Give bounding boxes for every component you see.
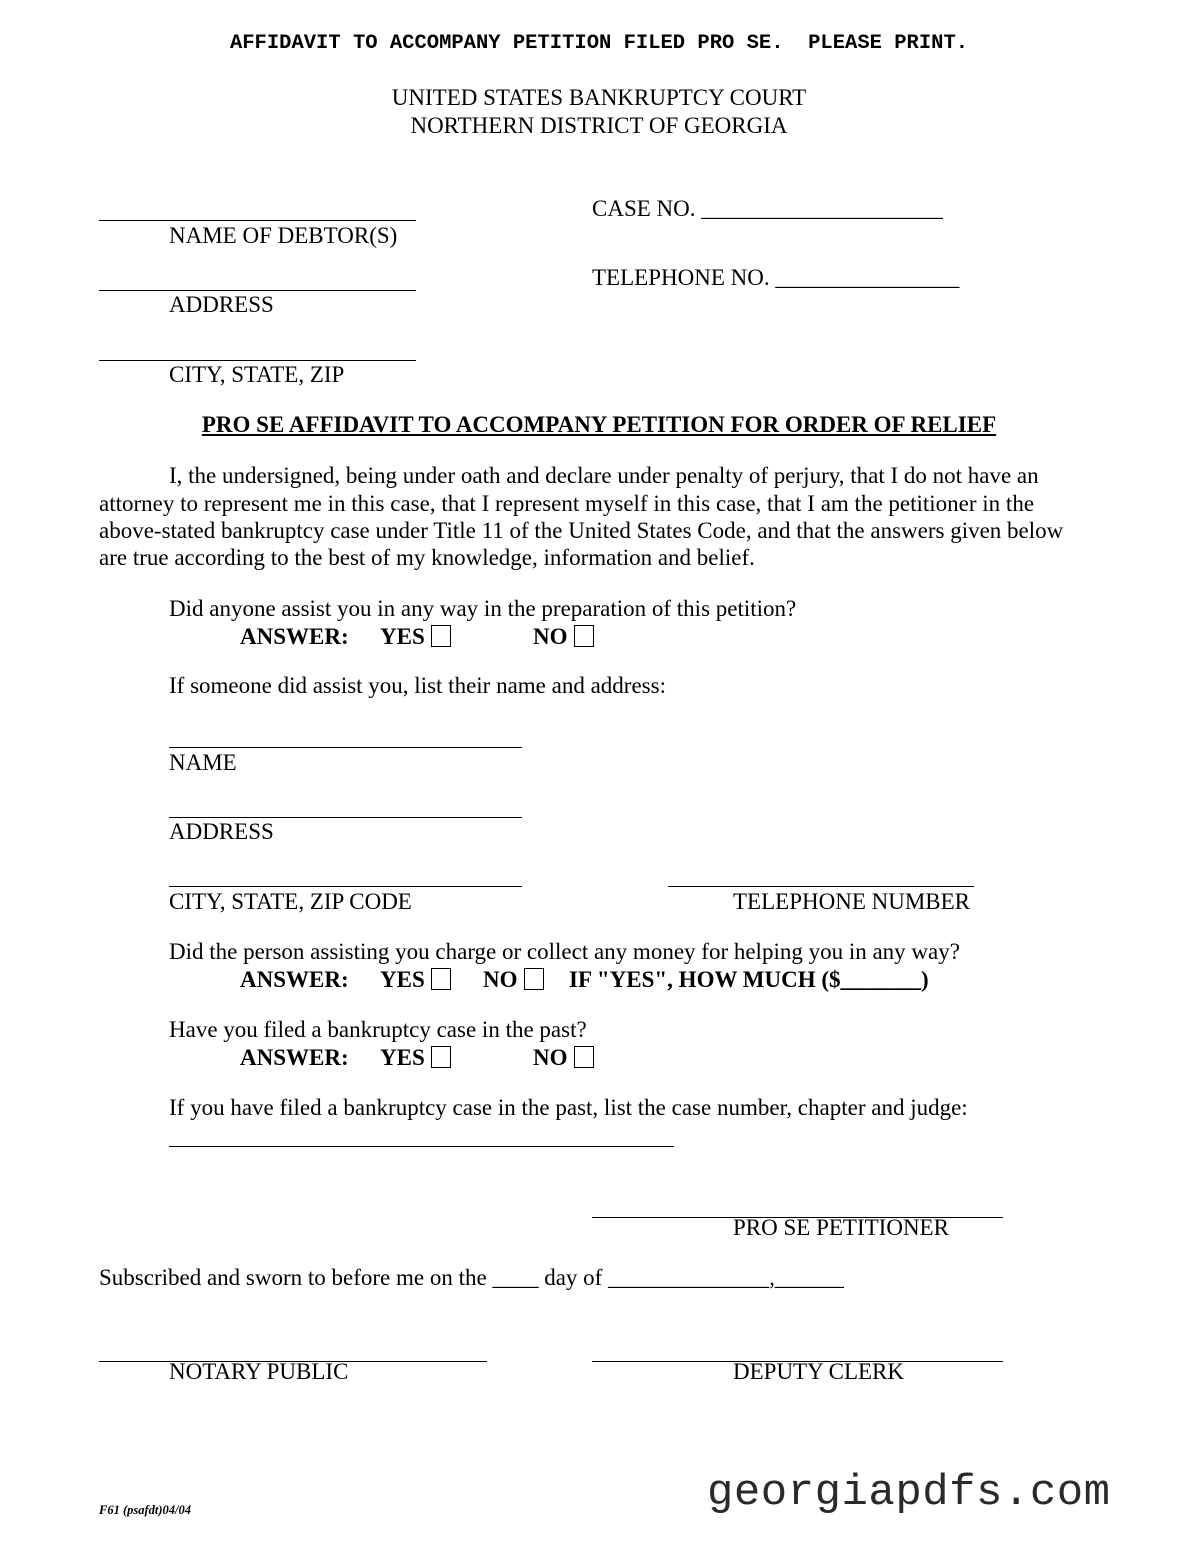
debtor-name-label: NAME OF DEBTOR(S): [169, 223, 398, 248]
q1-no-option[interactable]: [533, 624, 594, 650]
no-label: NO: [533, 624, 568, 649]
q3-no-option[interactable]: [533, 1045, 594, 1071]
affidavit-title: PRO SE AFFIDAVIT TO ACCOMPANY PETITION FOR ORDER OF RELIEF: [201, 412, 997, 437]
court-name: UNITED STATES BANKRUPTCY COURT: [391, 85, 807, 110]
clerk-label: DEPUTY CLERK: [733, 1359, 905, 1384]
question-charge: Did the person assisting you charge or collect any money for helping you in any way?: [169, 939, 960, 964]
q2-no-option[interactable]: [483, 967, 544, 993]
court-district: NORTHERN DISTRICT OF GEORGIA: [410, 113, 788, 138]
assist-city-label: CITY, STATE, ZIP CODE: [169, 889, 412, 914]
q3-no-checkbox[interactable]: [574, 1046, 594, 1068]
debtor-city-line[interactable]: [99, 360, 416, 361]
answer-label: ANSWER:: [240, 967, 349, 992]
telephone-blank[interactable]: ________________: [775, 265, 960, 290]
oath-line-1: I, the undersigned, being under oath and declare under penalty of perjury, that I do not have an: [169, 463, 1039, 488]
telephone-field[interactable]: [592, 265, 959, 291]
notary-label: NOTARY PUBLIC: [169, 1359, 349, 1384]
answer-label: ANSWER:: [240, 624, 349, 649]
assist-address-line[interactable]: [169, 817, 522, 818]
oath-line-4: are true according to the best of my knowledge, information and belief.: [99, 545, 755, 570]
question-assist: Did anyone assist you in any way in the preparation of this petition?: [169, 596, 797, 621]
case-number-label: CASE NO.: [592, 196, 696, 221]
debtor-address-label: ADDRESS: [169, 292, 274, 317]
watermark: georgiapdfs.com: [707, 1468, 1111, 1518]
yes-label: YES: [380, 967, 425, 992]
debtor-city-label: CITY, STATE, ZIP: [169, 362, 345, 387]
q1-no-checkbox[interactable]: [574, 625, 594, 647]
q2-yes-checkbox[interactable]: [431, 968, 451, 990]
debtor-address-line[interactable]: [99, 290, 416, 291]
q1-yes-checkbox[interactable]: [431, 625, 451, 647]
q1-yes-option[interactable]: [380, 624, 451, 650]
yes-label: YES: [380, 1045, 425, 1070]
q2-no-checkbox[interactable]: [524, 968, 544, 990]
q3-yes-checkbox[interactable]: [431, 1046, 451, 1068]
case-number-blank[interactable]: _____________________: [701, 196, 943, 221]
oath-line-2: attorney to represent me in this case, that I represent myself in this case, that I am the petitioner in the: [99, 491, 1035, 516]
no-label: NO: [483, 967, 518, 992]
form-instruction: AFFIDAVIT TO ACCOMPANY PETITION FILED PRO SE. PLEASE PRINT.: [229, 32, 969, 55]
assist-city-line[interactable]: [169, 886, 522, 887]
q2-yes-option[interactable]: [380, 967, 451, 993]
yes-label: YES: [380, 624, 425, 649]
assist-name-label: NAME: [169, 750, 237, 775]
past-case-instruction: If you have filed a bankruptcy case in the past, list the case number, chapter and judge:: [169, 1095, 968, 1120]
no-label: NO: [533, 1045, 568, 1070]
past-case-line[interactable]: [169, 1146, 674, 1147]
oath-line-3: above-stated bankruptcy case under Title 11 of the United States Code, and that the answers given below: [99, 518, 1064, 543]
assist-phone-label: TELEPHONE NUMBER: [733, 889, 971, 914]
assist-phone-line[interactable]: [668, 886, 974, 887]
assist-address-label: ADDRESS: [169, 819, 274, 844]
petitioner-label: PRO SE PETITIONER: [733, 1215, 949, 1240]
q3-yes-option[interactable]: [380, 1045, 451, 1071]
assist-name-line[interactable]: [169, 747, 522, 748]
sworn-statement[interactable]: Subscribed and sworn to before me on the ____ day of ______________,______: [99, 1265, 844, 1290]
question-past-case: Have you filed a bankruptcy case in the past?: [169, 1017, 587, 1042]
debtor-name-line[interactable]: [99, 220, 416, 221]
telephone-label: TELEPHONE NO.: [592, 265, 770, 290]
assist-instruction: If someone did assist you, list their name and address:: [169, 673, 666, 698]
how-much-field[interactable]: IF "YES", HOW MUCH ($_______): [569, 967, 929, 992]
form-code: F61 (psafdt)04/04: [99, 1503, 192, 1517]
case-number-field[interactable]: [592, 196, 943, 222]
answer-label: ANSWER:: [240, 1045, 349, 1070]
